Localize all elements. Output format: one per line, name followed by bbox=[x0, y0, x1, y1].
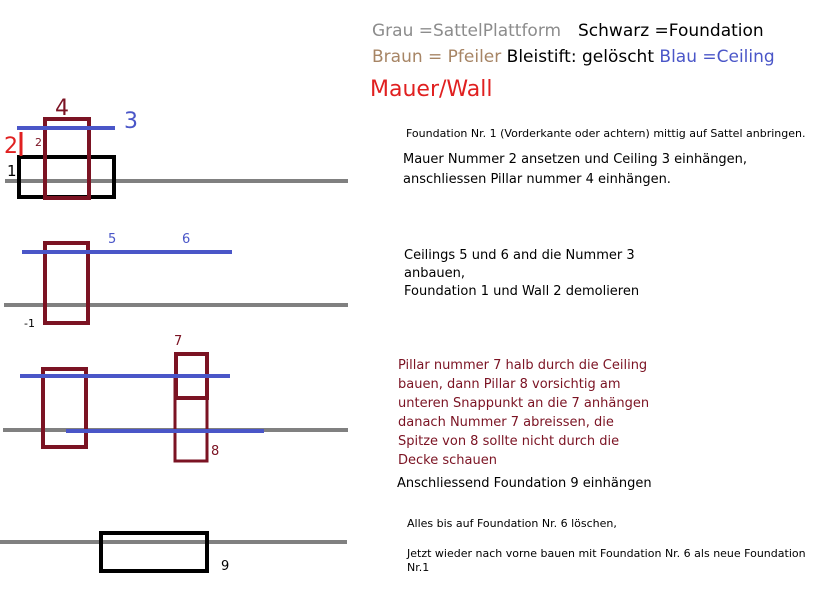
pillar-8 bbox=[175, 376, 207, 461]
label-4: 4 bbox=[55, 96, 69, 121]
step-3-sketch bbox=[3, 334, 348, 461]
legend-braun: Braun = Pfeiler bbox=[372, 47, 502, 67]
foundation-1 bbox=[19, 157, 114, 197]
step-1-line-2: Mauer Nummer 2 ansetzen und Ceiling 3 einhängen, anschliessen Pillar nummer 4 einhängen. bbox=[403, 152, 748, 187]
legend-bleistift: Bleistift: gelöscht bbox=[506, 47, 654, 67]
label-1: 1 bbox=[7, 162, 17, 180]
label-8: 8 bbox=[211, 444, 220, 459]
step-3-after: Anschliessend Foundation 9 einhängen bbox=[397, 476, 652, 491]
legend-mauer: Mauer/Wall bbox=[370, 77, 493, 102]
step-3-text: Pillar nummer 7 halb durch die Ceiling bauen, dann Pillar 8 vorsichtig am unteren Snappunkt an die 7 anhängen danach Nummer 7 abreissen, die Spitze von 8 sollte nicht durch die Decke schauen bbox=[398, 358, 650, 468]
foundation-9 bbox=[101, 533, 207, 571]
legend-blau: Blau =Ceiling bbox=[659, 47, 775, 67]
label-9: 9 bbox=[221, 559, 230, 574]
step-2-sketch bbox=[4, 232, 348, 330]
step-4-sketch bbox=[0, 533, 347, 574]
label-7: 7 bbox=[174, 334, 183, 349]
pillar-4-step2 bbox=[45, 243, 88, 323]
legend-line-2 bbox=[372, 47, 775, 68]
step-1-sketch bbox=[4, 96, 348, 198]
legend-schwarz: Schwarz =Foundation bbox=[578, 21, 764, 41]
label-2-small: 2 bbox=[35, 136, 42, 149]
label-5: 5 bbox=[108, 232, 117, 247]
step-1-line-1: Foundation Nr. 1 (Vorderkante oder achtern) mittig auf Sattel anbringen. bbox=[406, 127, 806, 140]
label-neg1: -1 bbox=[24, 317, 35, 330]
legend-grau: Grau =SattelPlattform bbox=[372, 21, 562, 41]
label-2-big: 2 bbox=[4, 134, 18, 159]
step-2-text: Ceilings 5 und 6 and die Nummer 3 anbauen, Foundation 1 und Wall 2 demolieren bbox=[404, 248, 640, 299]
step-4-line-1: Alles bis auf Foundation Nr. 6 löschen, bbox=[407, 517, 617, 530]
step-4-line-2: Jetzt wieder nach vorne bauen mit Foundation Nr. 6 als neue Foundation Nr.1 bbox=[407, 547, 806, 574]
pillar-left-step3 bbox=[43, 369, 86, 447]
label-3: 3 bbox=[124, 109, 138, 134]
label-6: 6 bbox=[182, 232, 191, 247]
